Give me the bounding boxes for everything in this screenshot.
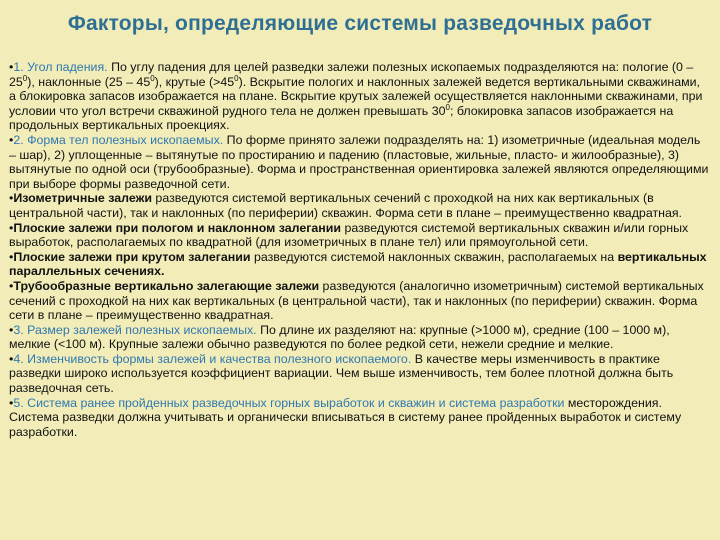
bullet: •	[9, 395, 14, 410]
paragraph-workings-system	[9, 396, 709, 440]
text: В качестве меры изменчивость в практике разведки широко используется коэффициент вариации. Чем выше изменчивость, тем более плотной должна быть разведочная сеть.	[9, 351, 674, 396]
bullet: •	[9, 351, 14, 366]
bullet: •	[9, 249, 14, 264]
paragraph-flat-gentle	[9, 221, 709, 250]
paragraph-flat-steep	[9, 250, 709, 279]
bold-isometric: Изометричные залежи	[13, 191, 152, 206]
bullet: •	[9, 278, 14, 293]
text: разведуются системой наклонных скважин, располагаемых на	[250, 249, 618, 264]
text: ), крутые (>45	[154, 74, 235, 89]
degree: 0	[445, 102, 450, 112]
bold-flat-gentle: Плоские залежи при пологом и наклонном залегании	[13, 220, 342, 235]
bold-pipe-like: Трубообразные вертикально залегающие залежи	[13, 278, 320, 293]
heading-workings-system: 5. Система ранее пройденных разведочных горных выработок и скважин и система разработки	[13, 395, 565, 410]
paragraph-body-shape	[9, 133, 709, 191]
paragraph-deposit-size	[9, 323, 709, 352]
bullet: •	[9, 322, 14, 337]
paragraph-variability	[9, 352, 709, 396]
text: ; блокировка запасов изображается на продольных вертикальных проекциях.	[9, 103, 674, 133]
text: ), наклонные (25 – 45	[27, 74, 151, 89]
bullet: •	[9, 60, 14, 74]
paragraph-pipe-like	[9, 279, 709, 323]
bold-vertical-sections: вертикальных параллельных сечениях.	[9, 249, 707, 279]
degree: 0	[22, 73, 28, 83]
text: разведуются системой вертикальных сечений с проходкой на них как вертикальных (в центральной части), так и наклонных (по периферии) скважин. Форма сети в плане – преимущественно квадратная.	[9, 191, 683, 220]
bold-flat-steep: Плоские залежи при крутом залегании	[13, 249, 251, 264]
text: месторождения. Система разведки должна учитывать и органически вписываться в систему ранее пройденных выработок и систему разработки.	[9, 395, 682, 439]
slide-title: Факторы, определяющие системы разведочных работ	[67, 12, 653, 35]
heading-body-shape: 2. Форма тел полезных ископаемых.	[13, 132, 224, 147]
text: По углу падения для целей разведки залежи полезных ископаемых подразделяются на: пологие (0 – 25	[9, 60, 694, 89]
paragraph-dip-angle	[9, 60, 709, 133]
heading-deposit-size: 3. Размер залежей полезных ископаемых.	[13, 322, 257, 337]
bullet: •	[9, 132, 14, 147]
degree: 0	[234, 73, 239, 83]
heading-dip-angle: 1. Угол падения.	[13, 60, 108, 74]
text: По длине их разделяют на: крупные (>1000 м), средние (100 – 1000 м), мелкие (<100 м). Крупные залежи обычно разведуются по более редкой сети, нежели средние и мелкие.	[9, 322, 670, 352]
text: ). Вскрытие пологих и наклонных залежей ведется вертикальными скважинами, а блокировка запасов изображается на плане. Вскрытие крутых залежей осуществляется наклонными скважинами, при условии что угол встречи скважиной рудного тела не должен превышать 30	[9, 74, 703, 118]
text: разведуются (аналогично изометричным) системой вертикальных сечений с проходкой на них как вертикальных (в центральной части), так и наклонных (по периферии) скважин. Форма сети в плане – преимущественно квадратная.	[9, 278, 704, 323]
slide-content	[9, 60, 709, 439]
heading-variability: 4. Изменчивость формы залежей и качества полезного ископаемого.	[13, 351, 412, 366]
text: По форме принято залежи подразделять на: 1) изометричные (идеальная модель – шар), 2) уплощенные – вытянутые по простиранию и падению (пластовые, жильные, пласто- и жилообразные), 3) вытянутые по одной оси (трубообразные). Форма и пространственная ориентировка залежей являются определяющими при выборе формы разведочной сети.	[9, 132, 709, 191]
bullet: •	[9, 191, 14, 206]
degree: 0	[150, 73, 155, 83]
bullet: •	[9, 220, 14, 235]
text: разведуются системой вертикальных скважин и/или горных выработок, располагаемых по квадратной (для изометричных в плане тел) или прямоугольной сети.	[9, 220, 689, 250]
paragraph-isometric	[9, 191, 709, 220]
